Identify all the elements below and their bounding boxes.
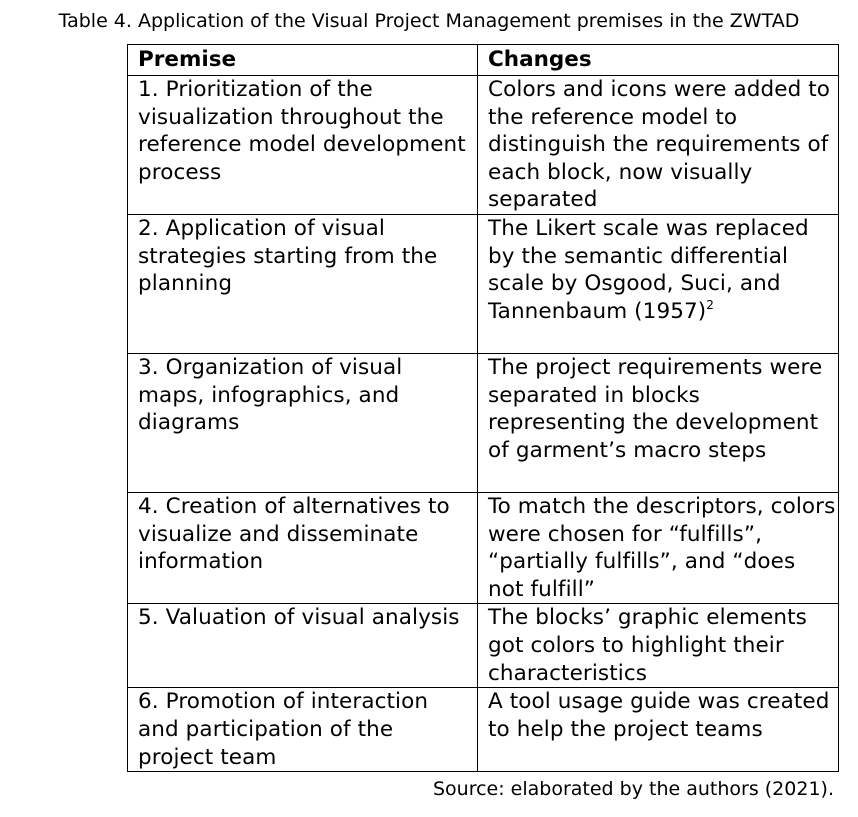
table-row [128,604,839,688]
table-row [128,688,839,772]
table-row [128,354,839,493]
table-row [128,215,839,354]
source-note: Source: elaborated by the authors (2021). [432,778,834,800]
table-header-row [128,45,839,76]
changes-text: The blocks’ graphic elements got colors to highlight their characteristics [488,605,807,686]
changes-text: Colors and icons were added to the reference model to distinguish the requirements of each block, now visually separated [488,77,831,213]
premises-table [127,44,839,772]
premise-text: 3. Organization of visual maps, infographics, and diagrams [138,355,403,436]
footnote-marker: 2 [706,297,715,312]
table-row [128,76,839,215]
changes-cell [478,215,839,354]
changes-cell [478,354,839,493]
changes-text: A tool usage guide was created to help the project teams [488,689,830,742]
premise-cell [128,215,478,354]
premise-text: 6. Promotion of interaction and participation of the project team [138,689,429,770]
header-premise: Premise [128,45,478,76]
changes-cell [478,688,839,772]
changes-text: The project requirements were separated in blocks representing the development of garment’s macro steps [488,355,823,463]
premise-cell [128,493,478,604]
premise-text: 1. Prioritization of the visualization throughout the reference model development process [138,77,466,185]
table-caption: Table 4. Application of the Visual Project Management premises in the ZWTAD [58,10,800,32]
premise-cell [128,76,478,215]
changes-cell [478,604,839,688]
premise-text: 4. Creation of alternatives to visualize and disseminate information [138,494,450,575]
premise-cell [128,354,478,493]
changes-text: To match the descriptors, colors were chosen for “fulfills”, “partially fulfills”, and “does not fulfill” [488,494,836,602]
header-changes: Changes [478,45,839,76]
changes-text [488,215,836,325]
premise-cell [128,604,478,688]
premise-cell [128,688,478,772]
changes-cell [478,493,839,604]
changes-text-body: The Likert scale was replaced by the semantic differential scale by Osgood, Suci, and Tannenbaum (1957) [488,216,809,324]
premise-text: 5. Valuation of visual analysis [138,605,460,631]
table-row [128,493,839,604]
premise-text: 2. Application of visual strategies starting from the planning [138,216,438,297]
changes-cell [478,76,839,215]
